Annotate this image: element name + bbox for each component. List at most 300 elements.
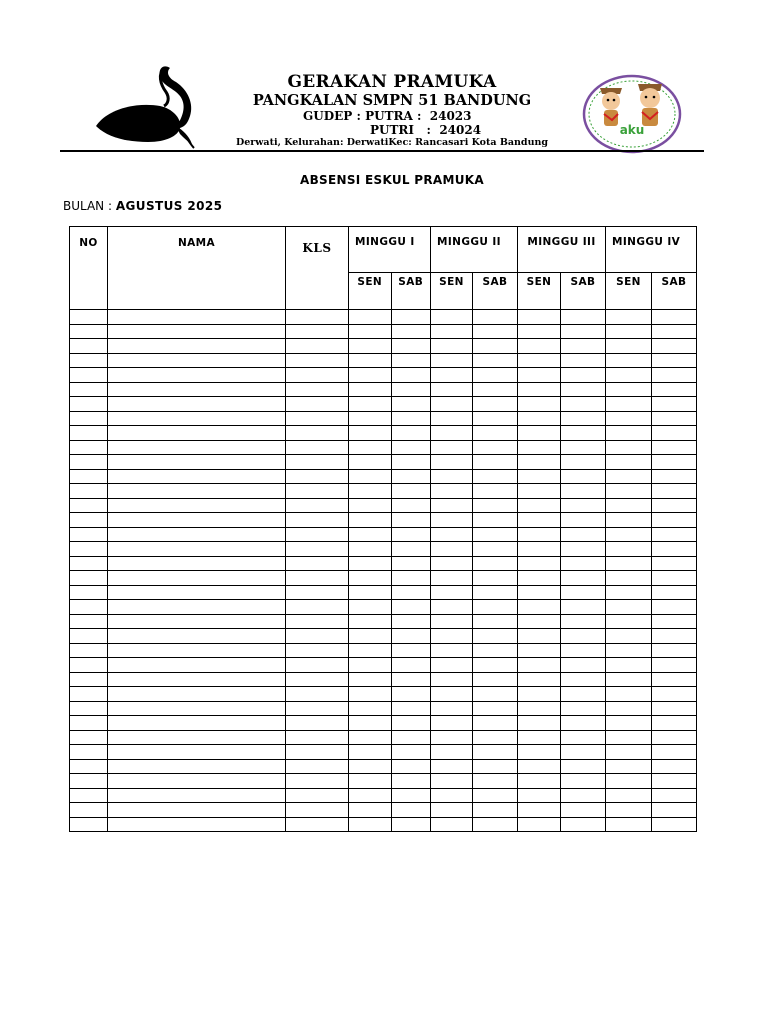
table-cell xyxy=(431,614,473,629)
table-row xyxy=(70,440,697,455)
table-cell xyxy=(349,498,392,513)
table-cell xyxy=(473,701,518,716)
table-cell xyxy=(606,759,652,774)
table-cell xyxy=(431,643,473,658)
table-cell xyxy=(652,788,697,803)
table-cell xyxy=(518,368,561,383)
table-cell xyxy=(349,310,392,325)
table-cell xyxy=(518,730,561,745)
school-title: PANGKALAN SMPN 51 BANDUNG xyxy=(252,92,532,109)
table-cell xyxy=(431,716,473,731)
table-cell xyxy=(518,440,561,455)
table-cell xyxy=(561,310,606,325)
table-cell xyxy=(473,542,518,557)
table-cell xyxy=(431,600,473,615)
table-cell xyxy=(108,730,286,745)
table-cell xyxy=(391,774,430,789)
table-cell xyxy=(349,774,392,789)
table-cell xyxy=(349,368,392,383)
table-cell xyxy=(431,658,473,673)
table-cell xyxy=(391,484,430,499)
table-cell xyxy=(606,469,652,484)
table-cell xyxy=(561,527,606,542)
table-cell xyxy=(431,745,473,760)
table-cell xyxy=(518,701,561,716)
table-cell xyxy=(652,397,697,412)
table-cell xyxy=(652,716,697,731)
table-cell xyxy=(108,382,286,397)
table-cell xyxy=(108,440,286,455)
col-header-kls: KLS xyxy=(286,227,349,310)
table-cell xyxy=(349,484,392,499)
table-row xyxy=(70,484,697,499)
table-row xyxy=(70,527,697,542)
table-cell xyxy=(108,339,286,354)
table-cell xyxy=(606,672,652,687)
table-cell xyxy=(70,411,108,426)
table-cell xyxy=(606,600,652,615)
table-cell xyxy=(652,527,697,542)
table-row xyxy=(70,788,697,803)
table-cell xyxy=(518,716,561,731)
col-header-week-3: MINGGU III xyxy=(518,227,606,273)
table-cell xyxy=(652,614,697,629)
table-cell xyxy=(431,701,473,716)
table-cell xyxy=(391,324,430,339)
table-cell xyxy=(606,556,652,571)
table-row xyxy=(70,469,697,484)
table-cell xyxy=(518,455,561,470)
table-cell xyxy=(108,658,286,673)
table-cell xyxy=(561,484,606,499)
table-cell xyxy=(391,353,430,368)
table-cell xyxy=(349,701,392,716)
table-cell xyxy=(70,397,108,412)
table-cell xyxy=(431,803,473,818)
col-header-week-2: MINGGU II xyxy=(431,227,518,273)
table-cell xyxy=(606,643,652,658)
table-cell xyxy=(473,455,518,470)
table-cell xyxy=(286,759,349,774)
table-cell xyxy=(70,687,108,702)
table-cell xyxy=(652,455,697,470)
table-cell xyxy=(108,498,286,513)
table-cell xyxy=(606,701,652,716)
table-cell xyxy=(652,353,697,368)
table-cell xyxy=(108,600,286,615)
table-cell xyxy=(518,759,561,774)
table-row xyxy=(70,701,697,716)
table-cell xyxy=(391,397,430,412)
table-cell xyxy=(108,353,286,368)
table-cell xyxy=(286,310,349,325)
col-header-week-4: MINGGU IV xyxy=(606,227,697,273)
table-cell xyxy=(70,774,108,789)
table-cell xyxy=(518,687,561,702)
table-cell xyxy=(349,469,392,484)
table-cell xyxy=(70,571,108,586)
table-cell xyxy=(652,556,697,571)
table-cell xyxy=(286,469,349,484)
table-cell xyxy=(473,556,518,571)
table-cell xyxy=(286,339,349,354)
table-cell xyxy=(108,542,286,557)
table-cell xyxy=(473,600,518,615)
table-cell xyxy=(286,397,349,412)
table-cell xyxy=(518,469,561,484)
col-header-day: SAB xyxy=(473,273,518,310)
table-cell xyxy=(606,658,652,673)
table-cell xyxy=(349,585,392,600)
table-cell xyxy=(70,658,108,673)
table-row xyxy=(70,397,697,412)
table-cell xyxy=(561,600,606,615)
table-cell xyxy=(108,672,286,687)
table-cell xyxy=(561,585,606,600)
table-cell xyxy=(286,687,349,702)
table-cell xyxy=(473,730,518,745)
table-cell xyxy=(70,310,108,325)
table-cell xyxy=(431,339,473,354)
table-cell xyxy=(70,585,108,600)
table-cell xyxy=(286,600,349,615)
table-cell xyxy=(473,817,518,832)
table-cell xyxy=(473,774,518,789)
table-cell xyxy=(561,440,606,455)
table-row xyxy=(70,585,697,600)
table-cell xyxy=(108,324,286,339)
table-cell xyxy=(70,701,108,716)
table-cell xyxy=(349,759,392,774)
table-cell xyxy=(108,585,286,600)
table-cell xyxy=(286,643,349,658)
table-cell xyxy=(108,527,286,542)
table-cell xyxy=(349,513,392,528)
table-cell xyxy=(518,614,561,629)
table-cell xyxy=(349,745,392,760)
table-cell xyxy=(518,484,561,499)
table-cell xyxy=(652,411,697,426)
month-value: AGUSTUS 2025 xyxy=(115,199,223,213)
table-cell xyxy=(606,817,652,832)
table-cell xyxy=(108,411,286,426)
table-cell xyxy=(652,339,697,354)
table-cell xyxy=(431,759,473,774)
table-cell xyxy=(473,614,518,629)
table-cell xyxy=(431,672,473,687)
table-cell xyxy=(108,513,286,528)
table-cell xyxy=(108,571,286,586)
table-cell xyxy=(518,353,561,368)
table-cell xyxy=(391,542,430,557)
table-cell xyxy=(391,687,430,702)
table-cell xyxy=(391,759,430,774)
table-cell xyxy=(606,571,652,586)
table-cell xyxy=(286,585,349,600)
table-cell xyxy=(349,614,392,629)
table-cell xyxy=(431,817,473,832)
header-divider xyxy=(60,150,704,152)
table-cell xyxy=(606,310,652,325)
table-cell xyxy=(652,687,697,702)
table-cell xyxy=(108,745,286,760)
table-cell xyxy=(561,629,606,644)
table-cell xyxy=(473,672,518,687)
table-cell xyxy=(70,440,108,455)
table-cell xyxy=(108,759,286,774)
table-cell xyxy=(431,498,473,513)
table-cell xyxy=(431,440,473,455)
table-cell xyxy=(349,382,392,397)
table-cell xyxy=(431,455,473,470)
table-cell xyxy=(70,730,108,745)
table-cell xyxy=(70,542,108,557)
table-cell xyxy=(349,658,392,673)
table-cell xyxy=(561,469,606,484)
table-cell xyxy=(518,513,561,528)
table-cell xyxy=(70,498,108,513)
table-cell xyxy=(652,484,697,499)
table-cell xyxy=(473,803,518,818)
table-cell xyxy=(473,585,518,600)
table-cell xyxy=(431,397,473,412)
table-cell xyxy=(286,788,349,803)
table-cell xyxy=(606,411,652,426)
table-cell xyxy=(391,585,430,600)
table-cell xyxy=(473,788,518,803)
table-cell xyxy=(108,788,286,803)
table-cell xyxy=(518,817,561,832)
table-cell xyxy=(349,339,392,354)
table-cell xyxy=(286,368,349,383)
table-cell xyxy=(286,774,349,789)
table-cell xyxy=(518,774,561,789)
table-cell xyxy=(70,324,108,339)
table-cell xyxy=(286,324,349,339)
table-cell xyxy=(108,469,286,484)
table-cell xyxy=(561,382,606,397)
col-header-day: SAB xyxy=(391,273,430,310)
table-cell xyxy=(473,629,518,644)
table-cell xyxy=(286,455,349,470)
table-cell xyxy=(108,426,286,441)
table-cell xyxy=(349,426,392,441)
table-cell xyxy=(606,774,652,789)
table-cell xyxy=(518,339,561,354)
table-cell xyxy=(286,484,349,499)
table-cell xyxy=(561,542,606,557)
table-cell xyxy=(349,629,392,644)
table-cell xyxy=(70,745,108,760)
table-row xyxy=(70,324,697,339)
table-cell xyxy=(561,759,606,774)
table-cell xyxy=(391,513,430,528)
table-cell xyxy=(349,716,392,731)
table-cell xyxy=(70,759,108,774)
table-cell xyxy=(349,353,392,368)
table-cell xyxy=(349,542,392,557)
table-cell xyxy=(391,817,430,832)
table-cell xyxy=(391,600,430,615)
table-cell xyxy=(431,484,473,499)
table-cell xyxy=(652,701,697,716)
table-cell xyxy=(518,571,561,586)
table-cell xyxy=(518,658,561,673)
table-cell xyxy=(286,382,349,397)
table-cell xyxy=(286,571,349,586)
table-cell xyxy=(349,571,392,586)
table-cell xyxy=(652,426,697,441)
table-cell xyxy=(518,426,561,441)
table-cell xyxy=(108,455,286,470)
table-row xyxy=(70,556,697,571)
table-cell xyxy=(70,353,108,368)
table-cell xyxy=(391,716,430,731)
table-row xyxy=(70,759,697,774)
table-cell xyxy=(391,339,430,354)
table-cell xyxy=(70,600,108,615)
table-cell xyxy=(652,498,697,513)
table-cell xyxy=(391,455,430,470)
table-cell xyxy=(652,513,697,528)
table-cell xyxy=(518,324,561,339)
table-cell xyxy=(108,817,286,832)
document-title: ABSENSI ESKUL PRAMUKA xyxy=(300,173,484,187)
address-line: Derwati, Kelurahan: DerwatiKec: Rancasari Kota Bandung xyxy=(235,137,549,148)
table-row xyxy=(70,368,697,383)
table-cell xyxy=(652,817,697,832)
table-cell xyxy=(473,484,518,499)
table-cell xyxy=(652,672,697,687)
table-cell xyxy=(349,788,392,803)
table-cell xyxy=(349,600,392,615)
table-cell xyxy=(606,687,652,702)
table-row xyxy=(70,745,697,760)
table-cell xyxy=(349,803,392,818)
table-cell xyxy=(391,310,430,325)
table-cell xyxy=(70,382,108,397)
table-cell xyxy=(606,484,652,499)
table-cell xyxy=(652,382,697,397)
table-row xyxy=(70,600,697,615)
table-cell xyxy=(561,339,606,354)
table-cell xyxy=(70,513,108,528)
table-cell xyxy=(431,382,473,397)
organization-title: GERAKAN PRAMUKA xyxy=(287,72,497,92)
table-cell xyxy=(286,614,349,629)
table-cell xyxy=(286,353,349,368)
table-cell xyxy=(431,629,473,644)
table-cell xyxy=(652,803,697,818)
table-cell xyxy=(431,324,473,339)
table-cell xyxy=(349,440,392,455)
table-cell xyxy=(561,817,606,832)
table-row xyxy=(70,310,697,325)
table-cell xyxy=(473,324,518,339)
table-cell xyxy=(606,542,652,557)
table-cell xyxy=(652,643,697,658)
scout-kids-logo xyxy=(582,74,682,154)
table-cell xyxy=(431,571,473,586)
table-row xyxy=(70,672,697,687)
table-cell xyxy=(391,701,430,716)
table-cell xyxy=(473,353,518,368)
table-cell xyxy=(286,716,349,731)
table-cell xyxy=(431,585,473,600)
table-row xyxy=(70,614,697,629)
table-cell xyxy=(473,527,518,542)
table-cell xyxy=(391,382,430,397)
attendance-rows xyxy=(70,310,697,832)
table-cell xyxy=(652,310,697,325)
table-cell xyxy=(561,411,606,426)
table-row xyxy=(70,658,697,673)
table-cell xyxy=(286,701,349,716)
table-cell xyxy=(606,803,652,818)
col-header-day: SAB xyxy=(561,273,606,310)
table-cell xyxy=(108,397,286,412)
table-cell xyxy=(473,658,518,673)
table-cell xyxy=(108,643,286,658)
table-cell xyxy=(286,658,349,673)
table-cell xyxy=(349,730,392,745)
table-row xyxy=(70,774,697,789)
table-cell xyxy=(518,643,561,658)
table-cell xyxy=(286,411,349,426)
table-cell xyxy=(518,672,561,687)
table-cell xyxy=(349,397,392,412)
table-cell xyxy=(431,527,473,542)
table-cell xyxy=(349,817,392,832)
table-cell xyxy=(473,759,518,774)
table-cell xyxy=(391,440,430,455)
logo-right-text: aku xyxy=(619,123,645,137)
table-cell xyxy=(561,716,606,731)
table-cell xyxy=(391,658,430,673)
table-cell xyxy=(286,817,349,832)
table-cell xyxy=(561,368,606,383)
table-cell xyxy=(518,788,561,803)
table-cell xyxy=(652,440,697,455)
table-cell xyxy=(561,701,606,716)
table-cell xyxy=(108,368,286,383)
table-cell xyxy=(431,788,473,803)
table-cell xyxy=(652,658,697,673)
table-cell xyxy=(108,716,286,731)
table-cell xyxy=(431,542,473,557)
table-cell xyxy=(70,788,108,803)
table-row xyxy=(70,411,697,426)
table-cell xyxy=(518,382,561,397)
table-cell xyxy=(70,426,108,441)
table-cell xyxy=(431,368,473,383)
table-cell xyxy=(606,498,652,513)
table-cell xyxy=(391,614,430,629)
table-cell xyxy=(431,310,473,325)
table-cell xyxy=(108,774,286,789)
table-cell xyxy=(518,527,561,542)
table-cell xyxy=(473,382,518,397)
table-cell xyxy=(518,803,561,818)
table-cell xyxy=(518,498,561,513)
table-cell xyxy=(473,687,518,702)
table-cell xyxy=(518,411,561,426)
table-cell xyxy=(70,716,108,731)
table-cell xyxy=(473,426,518,441)
table-cell xyxy=(652,542,697,557)
table-cell xyxy=(561,745,606,760)
table-row xyxy=(70,629,697,644)
